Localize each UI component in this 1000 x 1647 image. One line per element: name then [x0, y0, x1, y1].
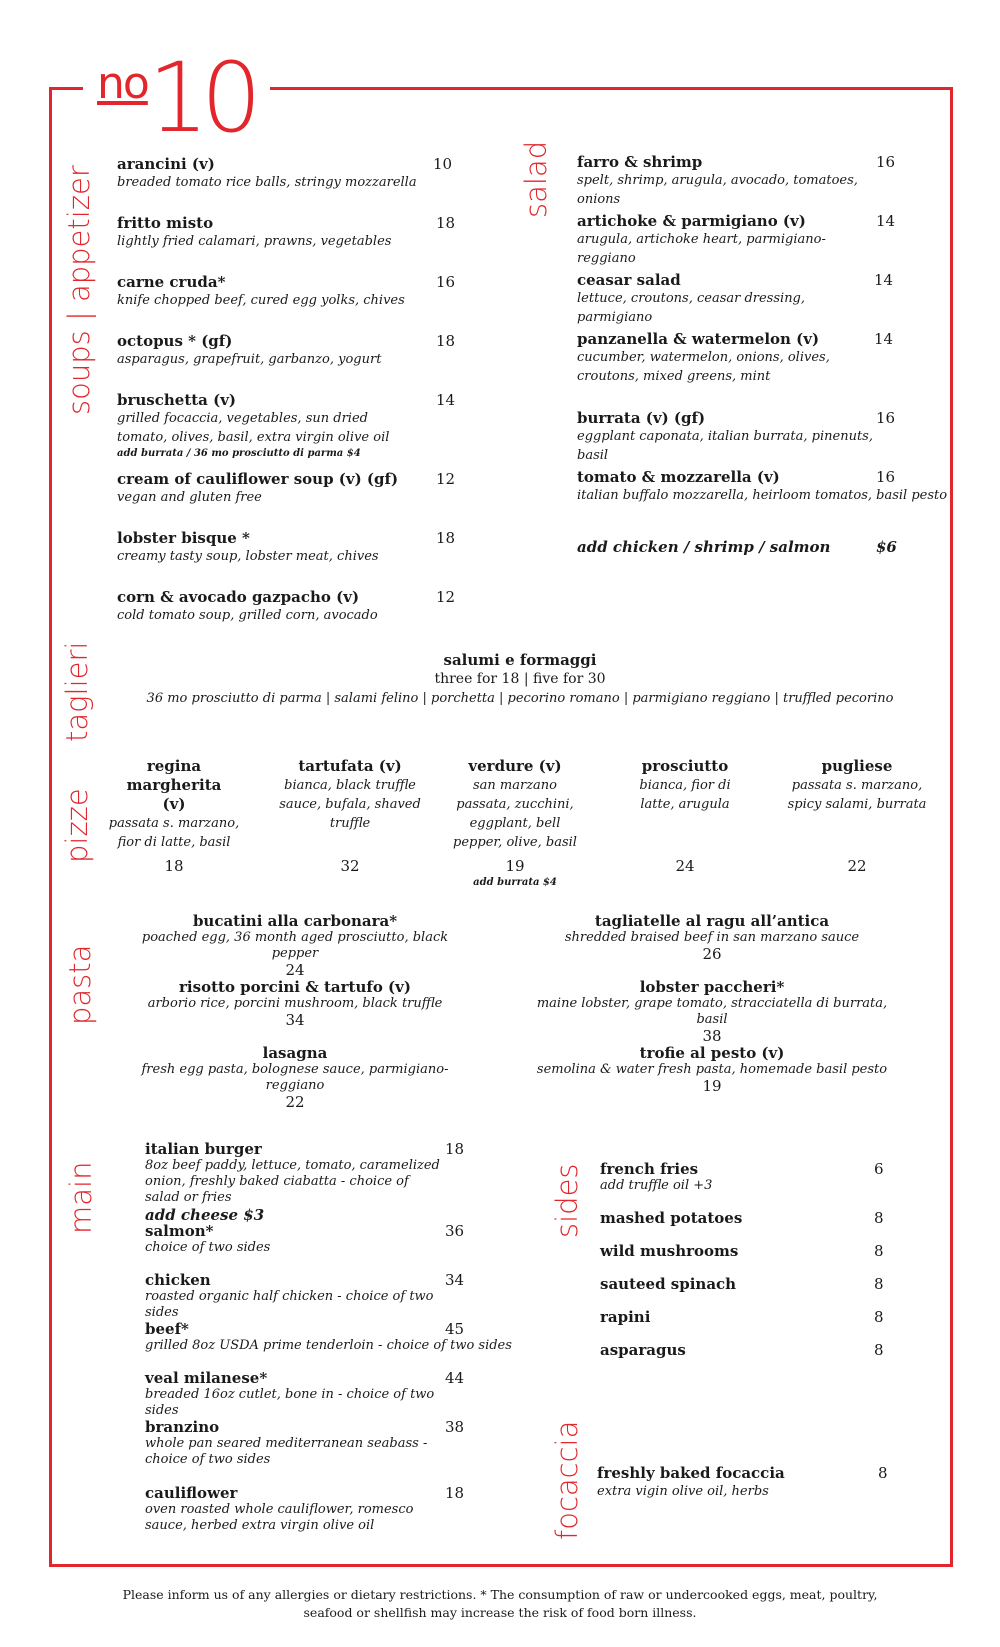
menu-item	[577, 409, 877, 465]
item-description: add truffle oil +3	[600, 1178, 713, 1193]
logo-number: 10	[147, 42, 254, 154]
item-name: arancini (v)	[117, 155, 215, 173]
menu-item	[145, 1140, 445, 1224]
pizza-item	[782, 757, 932, 875]
menu-item	[117, 470, 447, 507]
item-description: cold tomato soup, grilled corn, avocado	[117, 608, 378, 623]
item-price: 36	[445, 1222, 465, 1240]
menu-item	[600, 1341, 686, 1359]
item-name: cauliflower	[145, 1484, 238, 1502]
menu-item	[145, 1369, 455, 1419]
item-description: vegan and gluten free	[117, 490, 262, 505]
section-label-focaccia: focaccia	[550, 1420, 584, 1540]
item-description: choice of two sides	[145, 1240, 271, 1255]
item-description: spelt, shrimp, arugula, avocado, tomatoes, onions	[577, 173, 858, 207]
item-price: 24	[285, 961, 305, 979]
item-name: ceasar salad	[577, 271, 681, 289]
menu-item	[600, 1308, 650, 1326]
item-name: carne cruda*	[117, 273, 226, 291]
pizza-item	[104, 757, 244, 875]
item-description: asparagus, grapefruit, garbanzo, yogurt	[117, 352, 382, 367]
item-description: italian buffalo mozzarella, heirloom tomatos, basil pesto	[577, 488, 948, 503]
menu-item	[145, 1418, 455, 1468]
item-name: sauteed spinach	[600, 1275, 737, 1293]
item-price: 8	[878, 1464, 888, 1482]
pasta-item	[125, 979, 465, 1028]
item-price: 14	[876, 212, 896, 230]
menu-item	[600, 1275, 736, 1293]
item-price: 38	[702, 1027, 722, 1045]
item-name: tagliatelle al ragu all’antica	[594, 912, 830, 930]
item-price: 19	[702, 1077, 722, 1095]
item-price: 22	[847, 857, 867, 875]
item-price: 18	[436, 332, 456, 350]
item-name: pugliese	[821, 757, 893, 775]
pasta-item	[532, 1045, 892, 1094]
item-name: tomato & mozzarella (v)	[577, 468, 780, 486]
item-name: lobster paccheri*	[639, 978, 785, 996]
item-name: veal milanese*	[145, 1369, 268, 1387]
item-description: lightly fried calamari, prawns, vegetables	[117, 234, 392, 249]
pizza-item	[275, 757, 425, 875]
salad-addon-label: add chicken / shrimp / salmon	[577, 538, 831, 556]
item-price: 8	[874, 1275, 884, 1293]
item-description: fresh egg pasta, bolognese sauce, parmigiano-reggiano	[141, 1062, 449, 1093]
item-name: artichoke & parmigiano (v)	[577, 212, 806, 230]
item-description: maine lobster, grape tomato, stracciatella di burrata, basil	[536, 996, 888, 1027]
item-price: 22	[285, 1093, 305, 1111]
item-price: 8	[874, 1209, 884, 1227]
item-name: tartufata (v)	[298, 757, 402, 775]
item-price: 8	[874, 1308, 884, 1326]
menu-item	[600, 1209, 742, 1227]
menu-item	[117, 391, 407, 461]
item-price: 45	[445, 1320, 465, 1338]
item-description: semolina & water fresh pasta, homemade basil pesto	[536, 1062, 888, 1077]
item-name: chicken	[145, 1271, 211, 1289]
restaurant-logo	[83, 42, 270, 154]
item-description: oven roasted whole cauliflower, romesco sauce, herbed extra virgin olive oil	[145, 1502, 414, 1533]
item-price: 8	[874, 1341, 884, 1359]
item-name: freshly baked focaccia	[597, 1464, 785, 1482]
item-description: grilled focaccia, vegetables, sun dried tomato, olives, basil, extra virgin olive oil	[117, 411, 390, 445]
item-description: shredded braised beef in san marzano sauce	[564, 930, 860, 945]
item-name: bucatini alla carbonara*	[192, 912, 398, 930]
item-name: corn & avocado gazpacho (v)	[117, 588, 360, 606]
item-name: farro & shrimp	[577, 153, 703, 171]
item-name: beef*	[145, 1320, 189, 1338]
menu-item	[117, 332, 447, 369]
menu-item	[577, 153, 877, 209]
item-description: bianca, fior di latte, arugula	[639, 778, 731, 812]
item-description: whole pan seared mediterranean seabass - choice of two sides	[145, 1436, 428, 1467]
section-label-main: main	[64, 1161, 98, 1234]
menu-item	[577, 330, 877, 386]
menu-item	[577, 212, 877, 268]
section-label-sides: sides	[550, 1163, 584, 1238]
taglieri-items: 36 mo prosciutto di parma | salami felino | porchetta | pecorino romano | parmigiano reggiano | truffled pecorino	[146, 691, 894, 706]
item-description: breaded 16oz cutlet, bone in - choice of two sides	[145, 1387, 435, 1418]
item-price: 8	[874, 1242, 884, 1260]
section-label-taglieri: taglieri	[60, 641, 94, 742]
item-price: 16	[876, 153, 896, 171]
item-name: branzino	[145, 1418, 220, 1436]
menu-item	[600, 1160, 850, 1194]
allergy-disclaimer: Please inform us of any allergies or dietary restrictions. * The consumption of raw or undercooked eggs, meat, poultry, seafood or shellfish may increase the risk of food born illness.	[122, 1587, 878, 1620]
section-label-soups-appetizer: soups | appetizer	[62, 165, 96, 415]
item-name: mashed potatoes	[600, 1209, 743, 1227]
item-description: cucumber, watermelon, onions, olives, croutons, mixed greens, mint	[577, 350, 830, 384]
item-price: 19	[505, 857, 525, 875]
item-price: 18	[436, 214, 456, 232]
taglieri-board	[120, 651, 920, 708]
taglieri-pricing: three for 18 | five for 30	[434, 671, 606, 687]
item-name: trofie al pesto (v)	[639, 1044, 785, 1062]
item-price: 44	[445, 1369, 465, 1387]
item-name: italian burger	[145, 1140, 262, 1158]
item-price: 34	[285, 1011, 305, 1029]
item-price: 14	[874, 271, 894, 289]
item-price: 38	[445, 1418, 465, 1436]
item-name: fritto misto	[117, 214, 214, 232]
item-name: burrata (v) (gf)	[577, 409, 706, 427]
item-price: 14	[436, 391, 456, 409]
item-description: bianca, black truffle sauce, bufala, shaved truffle	[279, 778, 421, 831]
item-price: 18	[436, 529, 456, 547]
item-description: breaded tomato rice balls, stringy mozzarella	[117, 175, 417, 190]
section-label-pizze: pizze	[60, 788, 94, 863]
item-name: risotto porcini & tartufo (v)	[179, 978, 411, 996]
item-description: passata s. marzano, spicy salami, burrata	[787, 778, 927, 812]
pizza-item	[615, 757, 755, 875]
item-price: 10	[433, 155, 453, 173]
menu-item	[600, 1242, 738, 1260]
item-description: roasted organic half chicken - choice of two sides	[145, 1289, 434, 1320]
item-description: san marzano passata, zucchini, eggplant, bell pepper, olive, basil	[453, 778, 577, 850]
item-price: 16	[876, 468, 896, 486]
item-name: regina margherita (v)	[126, 757, 222, 813]
item-name: cream of cauliflower soup (v) (gf)	[117, 470, 399, 488]
item-description: lettuce, croutons, ceasar dressing, parmigiano	[577, 291, 806, 325]
item-name: verdure (v)	[468, 757, 562, 775]
menu-item	[117, 273, 447, 310]
menu-item	[577, 468, 948, 505]
item-description: extra vigin olive oil, herbs	[597, 1484, 769, 1499]
item-description: 8oz beef paddy, lettuce, tomato, caramelized onion, freshly baked ciabatta - choice of salad or fries	[145, 1158, 440, 1205]
item-addon-note: add burrata / 36 mo prosciutto di parma $4	[117, 448, 361, 459]
menu-item	[117, 588, 447, 625]
item-addon-note: add burrata $4	[473, 877, 557, 888]
item-addon-note: add cheese $3	[145, 1206, 265, 1224]
item-description: poached egg, 36 month aged prosciutto, black pepper	[141, 930, 449, 961]
item-name: prosciutto	[641, 757, 729, 775]
item-price: 12	[436, 588, 456, 606]
item-description: arugula, artichoke heart, parmigiano-reggiano	[577, 232, 826, 266]
item-description: eggplant caponata, italian burrata, pinenuts, basil	[577, 429, 873, 463]
item-name: bruschetta (v)	[117, 391, 237, 409]
item-name: octopus * (gf)	[117, 332, 233, 350]
menu-item	[117, 214, 447, 251]
menu-item	[145, 1484, 445, 1534]
item-price: 16	[436, 273, 456, 291]
item-name: panzanella & watermelon (v)	[577, 330, 820, 348]
item-name: lasagna	[262, 1044, 328, 1062]
item-price: 14	[874, 330, 894, 348]
item-price: 32	[340, 857, 360, 875]
pasta-item	[522, 979, 902, 1044]
item-description: creamy tasty soup, lobster meat, chives	[117, 549, 379, 564]
section-label-pasta: pasta	[63, 944, 97, 1025]
item-price: 16	[876, 409, 896, 427]
item-price: 18	[445, 1140, 465, 1158]
item-description: arborio rice, porcini mushroom, black truffle	[147, 996, 443, 1011]
salad-addon-price: $6	[876, 538, 897, 556]
focaccia-item	[597, 1464, 857, 1501]
item-price: 26	[702, 945, 722, 963]
item-name: wild mushrooms	[600, 1242, 739, 1260]
item-name: french fries	[600, 1160, 699, 1178]
item-name: asparagus	[600, 1341, 686, 1359]
salad-addon	[577, 538, 830, 556]
item-description: knife chopped beef, cured egg yolks, chives	[117, 293, 405, 308]
menu-item	[577, 271, 877, 327]
pasta-item	[125, 913, 465, 978]
pasta-item	[125, 1045, 465, 1110]
logo-numero: no	[97, 58, 148, 109]
item-price: 18	[445, 1484, 465, 1502]
item-name: salmon*	[145, 1222, 214, 1240]
menu-item	[145, 1271, 455, 1321]
item-price: 12	[436, 470, 456, 488]
taglieri-title: salumi e formaggi	[443, 651, 597, 669]
pizza-item	[445, 757, 585, 888]
pasta-item	[542, 913, 882, 962]
item-price: 18	[164, 857, 184, 875]
menu-item	[117, 529, 447, 566]
item-price: 24	[675, 857, 695, 875]
section-label-salad: salad	[519, 140, 553, 218]
item-description: grilled 8oz USDA prime tenderloin - choice of two sides	[145, 1338, 512, 1353]
menu-item	[145, 1320, 512, 1354]
item-price: 34	[445, 1271, 465, 1289]
item-name: rapini	[600, 1308, 651, 1326]
item-name: lobster bisque *	[117, 529, 250, 547]
item-price: 6	[874, 1160, 884, 1178]
item-description: passata s. marzano, fior di latte, basil	[108, 816, 240, 850]
menu-item	[117, 155, 447, 192]
menu-item	[145, 1222, 445, 1256]
